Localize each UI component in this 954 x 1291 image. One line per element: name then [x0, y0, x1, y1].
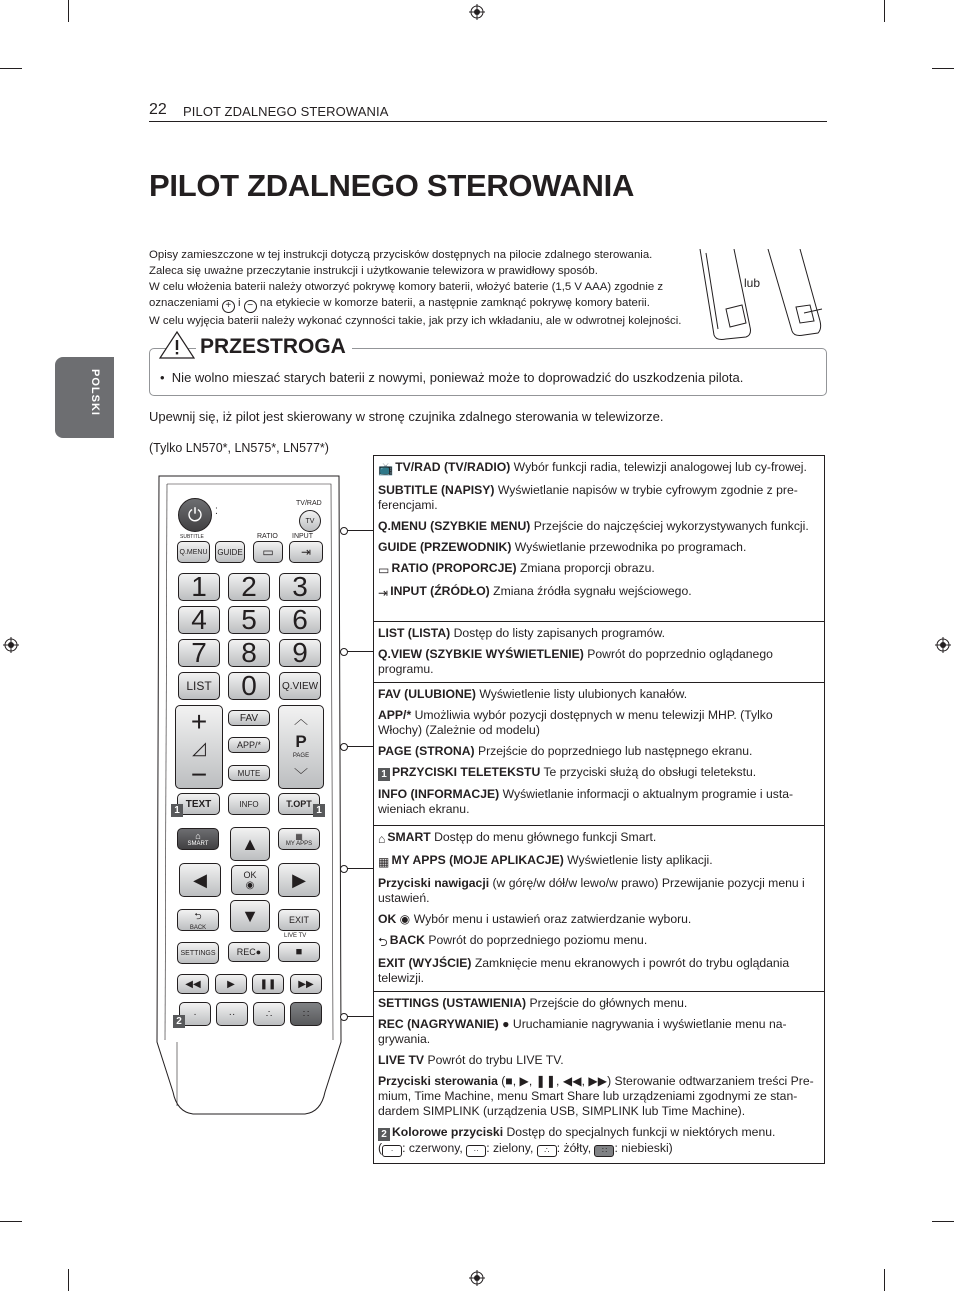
- nav-left-button[interactable]: ◀: [179, 863, 221, 897]
- yellow-button[interactable]: ∴: [253, 1002, 285, 1026]
- stop-button[interactable]: ■: [278, 942, 320, 962]
- crop-mark: [0, 1221, 22, 1222]
- qmenu-button[interactable]: Q.MENU: [177, 541, 210, 563]
- settings-button[interactable]: SETTINGS: [177, 942, 219, 964]
- input-icon: ⇥: [378, 586, 389, 600]
- crop-mark: [68, 1269, 69, 1291]
- item-title: EXIT (WYJŚCIE): [378, 956, 472, 970]
- item-text: Wyświetlanie napisów w trybie cyfrowym zgodnie z pre-ferencjami.: [378, 483, 798, 512]
- leader-dot: [340, 1013, 348, 1021]
- power-button[interactable]: ⏻: [178, 498, 212, 532]
- item-title: GUIDE (PRZEWODNIK): [378, 540, 512, 554]
- volume-down-icon: −: [190, 759, 208, 790]
- intro-line: Opisy zamieszczone w tej instrukcji dotyczą przycisków dostępnych na pilocie zdalnego sterowania.: [149, 249, 653, 261]
- chevron-down-icon: ﹀: [294, 767, 308, 784]
- item-title: PRZYCISKI TELETEKSTU: [392, 765, 541, 779]
- power-indicator-dots: ⁚: [215, 506, 218, 516]
- item-title: OK: [378, 912, 397, 926]
- playback-icons: (■, ▶, ❚❚, ◀◀, ▶▶: [497, 1074, 608, 1088]
- input-label: INPUT: [292, 533, 313, 540]
- description-item: [378, 996, 819, 1011]
- leader-dot: [340, 648, 348, 656]
- registration-mark-icon: [935, 637, 951, 653]
- legend-yellow: : żółty,: [556, 1141, 592, 1155]
- ok-button[interactable]: [231, 865, 269, 895]
- item-title: APP/*: [378, 708, 412, 722]
- leader-dot: [340, 743, 348, 751]
- guide-button[interactable]: GUIDE: [215, 541, 245, 563]
- item-title: SUBTITLE (NAPISY): [378, 483, 495, 497]
- smart-button[interactable]: [177, 828, 219, 850]
- description-item: [378, 626, 819, 641]
- item-text: Wyświetlenie listy aplikacji.: [563, 853, 713, 867]
- qview-button[interactable]: Q.VIEW: [279, 672, 321, 700]
- caution-body: Nie wolno mieszać starych baterii z nowymi, ponieważ może to doprowadzić do uszkodzenia pilota.: [171, 370, 744, 385]
- item-title: Q.MENU (SZYBKIE MENU): [378, 519, 531, 533]
- description-item: [378, 1125, 819, 1157]
- description-item: [378, 765, 819, 781]
- volume-up-icon: +: [190, 706, 208, 737]
- description-item: [378, 787, 819, 817]
- legend-open: (: [378, 1141, 383, 1155]
- item-text: Wyświetlenie listy ulubionych kanałów.: [475, 687, 688, 701]
- item-title: REC (NAGRYWANIE): [378, 1017, 499, 1031]
- green-button-icon: ··: [466, 1145, 486, 1157]
- pointing-note: Upewnij się, iż pilot jest skierowany w stronę czujnika zdalnego sterowania w telewizorze.: [149, 409, 664, 424]
- rec-label: REC: [236, 947, 256, 957]
- description-item: [378, 744, 819, 759]
- description-item: [378, 519, 819, 534]
- intro-line: Zaleca się uważne przeczytanie instrukcji i użytkowanie telewizora w prawidłowy sposób.: [149, 265, 598, 277]
- my-apps-button[interactable]: [278, 828, 320, 850]
- item-text: Wyświetlanie przewodnika po programach.: [511, 540, 747, 554]
- page-rocker[interactable]: [278, 705, 324, 789]
- legend-green: : zielony,: [486, 1141, 534, 1155]
- input-button[interactable]: ⇥: [289, 541, 323, 563]
- digit-6-button[interactable]: 6: [279, 606, 321, 634]
- digit-3-button[interactable]: 3: [279, 573, 321, 601]
- description-item: [378, 1017, 819, 1047]
- digit-4-button[interactable]: 4: [178, 606, 220, 634]
- ok-label: OK: [243, 869, 257, 880]
- digit-0-button[interactable]: 0: [228, 672, 270, 700]
- item-text: (w górę/w dół/w lewo/w prawo) Przewijanie pozycji menu i ustawień.: [378, 876, 805, 905]
- crop-mark: [68, 0, 69, 22]
- blue-button-icon: ∷: [594, 1145, 614, 1157]
- back-icon: ⮌: [378, 935, 388, 949]
- intro-line-part: na etykiecie w komorze baterii, a następnie zamknąć pokrywę komory baterii.: [259, 297, 650, 309]
- model-note: (Tylko LN570*, LN575*, LN577*): [149, 441, 329, 455]
- page-p-label: P: [295, 731, 307, 751]
- blue-button[interactable]: ∷: [290, 1002, 322, 1026]
- my-apps-label: MY APPS: [285, 840, 313, 847]
- item-title: INFO (INFORMACJE): [378, 787, 500, 801]
- fav-button[interactable]: FAV: [228, 710, 270, 726]
- item-text: Przejście do głównych menu.: [526, 996, 688, 1010]
- ratio-label: RATIO: [257, 533, 278, 540]
- minus-circle-icon: −: [244, 300, 257, 313]
- description-group: [374, 456, 824, 621]
- description-item: [378, 687, 819, 702]
- item-title: INPUT (ŹRÓDŁO): [390, 584, 490, 598]
- description-item: [378, 1074, 819, 1119]
- description-item: [378, 853, 819, 870]
- intro-line: W celu włożenia baterii należy otworzyć pokrywę komory baterii, włożyć baterie (1,5 V AAA) zgodnie z: [149, 281, 664, 293]
- description-group: [374, 825, 824, 991]
- item-text: Dostęp do listy zapisanych programów.: [450, 626, 665, 640]
- tvrad-label: TV/RAD: [296, 500, 322, 507]
- fast-forward-button[interactable]: ▶▶: [290, 974, 322, 994]
- description-item: [378, 956, 819, 986]
- side-tab-label: POLSKI: [89, 369, 101, 416]
- item-text: Przejście do poprzedniego lub następnego ekranu.: [474, 744, 753, 758]
- item-text: Powrót do poprzedniego poziomu menu.: [424, 933, 648, 947]
- registration-mark-icon: [469, 1270, 485, 1286]
- warning-triangle-icon: [158, 330, 196, 360]
- registration-mark-icon: [3, 637, 19, 653]
- nav-up-button[interactable]: ▲: [230, 827, 270, 861]
- description-item: [378, 483, 819, 513]
- back-icon: ⮌: [194, 911, 202, 921]
- subtitle-label: SUBTITLE: [180, 534, 204, 540]
- item-text: Zmiana proporcji obrazu.: [516, 561, 655, 575]
- grid-icon: ▦: [378, 855, 390, 869]
- rec-dot-icon: ●: [502, 1017, 510, 1031]
- item-text: Zmiana źródła sygnału wejściowego.: [489, 584, 692, 598]
- yellow-button-icon: ∴: [537, 1145, 557, 1157]
- intro-line: [149, 295, 689, 313]
- grid-icon: ▦: [295, 831, 303, 841]
- livetv-label: LIVE TV: [284, 933, 307, 939]
- description-group: [374, 991, 824, 1163]
- description-item: [378, 561, 819, 578]
- item-title: FAV (ULUBIONE): [378, 687, 476, 701]
- topt-button[interactable]: T.OPT: [278, 793, 320, 815]
- description-item: [378, 933, 819, 950]
- red-button[interactable]: ·: [179, 1002, 211, 1026]
- item-title: TV/RAD (TV/RADIO): [395, 460, 511, 474]
- item-title: Q.VIEW (SZYBKIE WYŚWIETLENIE): [378, 647, 584, 661]
- item-title: PAGE (STRONA): [378, 744, 475, 758]
- legend-blue: : niebieski): [614, 1141, 673, 1155]
- plus-circle-icon: +: [222, 300, 235, 313]
- smart-label: SMART: [187, 841, 209, 847]
- battery-or-label: lub: [744, 276, 761, 290]
- badge-2: 2: [173, 1015, 185, 1028]
- description-item: [378, 1053, 819, 1068]
- item-text: Dostęp do menu głównego funkcji Smart.: [430, 830, 657, 844]
- description-item: [378, 584, 819, 601]
- tv-radio-icon: 📺: [378, 462, 394, 476]
- description-group: [374, 682, 824, 825]
- description-item: [378, 912, 819, 927]
- digit-7-button[interactable]: 7: [178, 639, 220, 667]
- item-title: BACK: [389, 933, 425, 947]
- description-group: [374, 621, 824, 682]
- description-item: [378, 708, 819, 738]
- text-button[interactable]: TEXT: [177, 793, 220, 815]
- intro-text: [149, 247, 689, 329]
- description-item: [378, 540, 819, 555]
- caution-title: PRZESTROGA: [196, 335, 352, 359]
- item-text: Uruchamianie nagrywania i wyświetlanie menu na-grywania.: [378, 1017, 787, 1046]
- digit-1-button[interactable]: 1: [178, 573, 220, 601]
- item-title: LIVE TV: [378, 1053, 425, 1067]
- item-title: MY APPS (MOJE APLIKACJE): [391, 853, 564, 867]
- description-item: [378, 647, 819, 677]
- intro-line-part: oznaczeniami: [149, 297, 219, 309]
- page-title: PILOT ZDALNEGO STEROWANIA: [149, 168, 635, 203]
- digit-9-button[interactable]: 9: [279, 639, 321, 667]
- red-button-icon: ·: [382, 1145, 402, 1157]
- registration-mark-icon: [469, 4, 485, 20]
- badge-1: 1: [378, 768, 390, 781]
- chevron-up-icon: ︿: [294, 710, 308, 727]
- description-item: [378, 830, 819, 847]
- legend-red: : czerwony,: [402, 1141, 463, 1155]
- item-title: Kolorowe przyciski: [392, 1125, 504, 1139]
- rec-dot-icon: ●: [255, 947, 262, 957]
- green-button[interactable]: ··: [216, 1002, 248, 1026]
- list-button[interactable]: LIST: [178, 672, 220, 700]
- description-item: [378, 876, 819, 906]
- item-text: Umożliwia wybór pozycji dostępnych w menu telewizji MHP. (Tylko Włochy) (Zależnie od modelu): [378, 708, 773, 737]
- item-title: RATIO (PROPORCJE): [391, 561, 517, 575]
- ratio-button[interactable]: ▭: [253, 541, 283, 563]
- item-text: Dostęp do specjalnych funkcji w niektórych menu.: [503, 1125, 776, 1139]
- tv-radio-button[interactable]: TV: [299, 510, 321, 532]
- rec-button[interactable]: [228, 942, 270, 962]
- pause-button[interactable]: ❚❚: [252, 974, 284, 994]
- item-text: Te przyciski służą do obsługi teletekstu.: [540, 765, 757, 779]
- item-text: Wyświetlanie informacji o aktualnym programie i usta-wieniach ekranu.: [378, 787, 794, 816]
- item-text: Powrót do poprzednio oglądanego programu.: [378, 647, 773, 676]
- crop-mark: [884, 0, 885, 22]
- intro-line-part: i: [238, 297, 241, 309]
- leader-dot: [340, 865, 348, 873]
- nav-down-button[interactable]: ▼: [230, 900, 270, 932]
- badge-1-left: 1: [171, 804, 183, 817]
- play-button[interactable]: ▶: [215, 974, 247, 994]
- back-button[interactable]: [177, 909, 219, 931]
- item-title: SETTINGS (USTAWIENIA): [378, 996, 527, 1010]
- button-descriptions-table: [373, 455, 825, 1164]
- back-label: BACK: [189, 925, 207, 931]
- volume-rocker[interactable]: [175, 705, 223, 789]
- page-number: 22: [149, 101, 167, 118]
- item-text: Powrót do trybu LIVE TV.: [424, 1053, 564, 1067]
- info-button[interactable]: INFO: [228, 793, 270, 815]
- language-side-tab: [55, 357, 114, 438]
- crop-mark: [932, 1221, 954, 1222]
- crop-mark: [884, 1269, 885, 1291]
- remote-control-illustration: [155, 472, 343, 1118]
- ok-icon: ◉: [399, 912, 411, 926]
- caution-text: [160, 370, 743, 385]
- intro-line: W celu wyjęcia baterii należy wykonać czynności takie, jak przy ich wkładaniu, ale w odwrotnej kolejności.: [149, 315, 682, 327]
- mute-button[interactable]: MUTE: [228, 765, 270, 781]
- item-text: ) Sterowanie odtwarzaniem treści Pre-mium, Time Machine, menu Smart Share lub urządzeniami zgodnymi ze stan-dardem SIMPLINK (urządzenia USB, SIMPLINK lub Time Machine).: [378, 1074, 814, 1118]
- home-icon: ⌂: [378, 832, 386, 846]
- ratio-icon: ▭: [378, 563, 390, 577]
- nav-right-button[interactable]: ▶: [278, 863, 320, 897]
- battery-cover-illustration: [696, 249, 826, 341]
- exit-button[interactable]: EXIT: [278, 909, 320, 931]
- badge-2: 2: [378, 1128, 390, 1141]
- home-icon: ⌂: [195, 831, 201, 841]
- digit-8-button[interactable]: 8: [228, 639, 270, 667]
- crop-mark: [0, 68, 22, 69]
- badge-1-right: 1: [313, 804, 325, 817]
- page-label: PAGE: [292, 753, 310, 760]
- ok-icon: ◉: [245, 879, 255, 891]
- item-title: LIST (LISTA): [378, 626, 451, 640]
- rewind-button[interactable]: ◀◀: [177, 974, 209, 994]
- item-text: Przejście do najczęściej wykorzystywanych funkcji.: [530, 519, 809, 533]
- digit-2-button[interactable]: 2: [228, 573, 270, 601]
- item-title: SMART: [387, 830, 431, 844]
- item-text: Wybór funkcji radia, telewizji analogowej lub cy-frowej.: [510, 460, 807, 474]
- app-button[interactable]: APP/*: [228, 737, 270, 753]
- item-text: Zamknięcie menu ekranowych i powrót do trybu oglądania telewizji.: [378, 956, 790, 985]
- crop-mark: [932, 68, 954, 69]
- header-rule: [149, 121, 827, 122]
- item-title: Przyciski nawigacji: [378, 876, 490, 890]
- item-title: Przyciski sterowania: [378, 1074, 498, 1088]
- leader-dot: [340, 527, 348, 535]
- item-text: Wybór menu i ustawień oraz zatwierdzanie wyboru.: [410, 912, 692, 926]
- description-item: [378, 460, 819, 477]
- running-head: PILOT ZDALNEGO STEROWANIA: [183, 104, 389, 119]
- volume-icon: ◿: [192, 738, 206, 758]
- bullet: •: [160, 370, 165, 385]
- digit-5-button[interactable]: 5: [228, 606, 270, 634]
